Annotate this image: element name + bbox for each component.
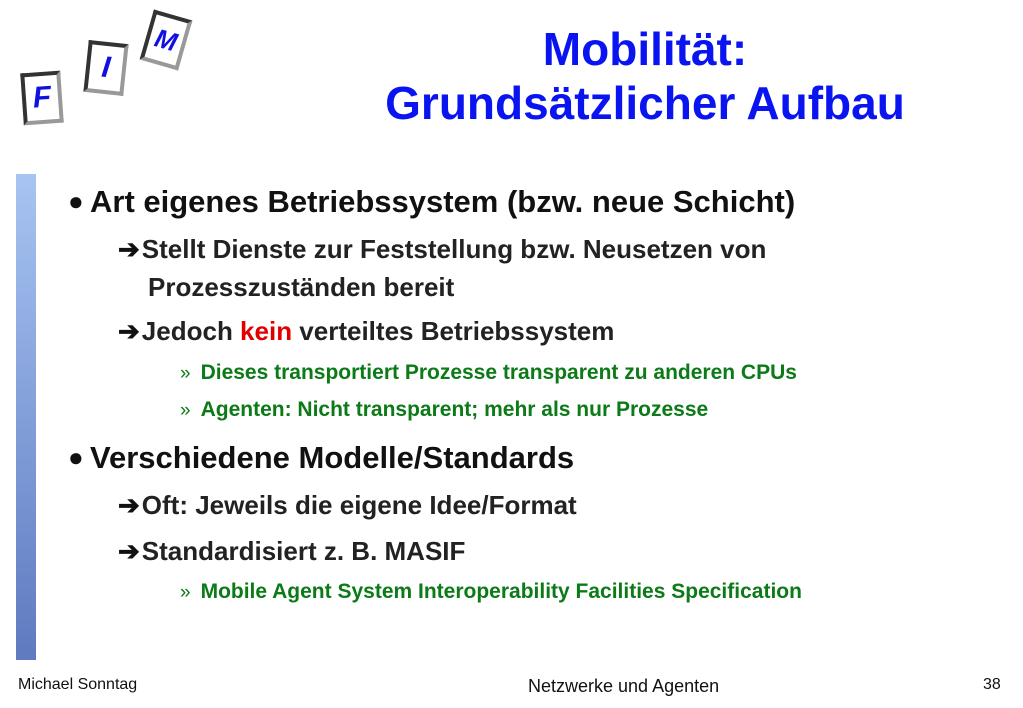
bullet-dot-icon: ● xyxy=(68,186,84,216)
arrow-icon: ➔ xyxy=(118,316,140,346)
sub-1-1-continued xyxy=(148,272,454,303)
title-line-1: Mobilität: xyxy=(542,23,748,75)
arrow-icon: ➔ xyxy=(118,234,140,264)
sub-1-1 xyxy=(118,234,766,265)
arrow-icon: ➔ xyxy=(118,536,140,566)
logo-letter-i: I xyxy=(100,50,112,85)
sub-2-2-text: Standardisiert z. B. MASIF xyxy=(141,536,466,566)
sub-2-1 xyxy=(118,490,577,521)
arrow-icon: ➔ xyxy=(118,490,140,520)
sub-1-2-before: Jedoch xyxy=(141,316,241,346)
footer-author: Michael Sonntag xyxy=(18,676,138,693)
bullet-dot-icon: ● xyxy=(68,442,84,472)
bullet-2 xyxy=(68,440,574,476)
sub-1-1-line2: Prozesszuständen bereit xyxy=(148,272,455,302)
logo-tile-m xyxy=(140,9,193,70)
slide-title xyxy=(300,22,990,130)
subsub-2-1-text: Mobile Agent System Interoperability Facilities Specification xyxy=(200,580,802,603)
subsub-marker-icon: » xyxy=(180,400,191,421)
logo-letter-m: M xyxy=(151,22,181,57)
sub-2-2 xyxy=(118,536,465,567)
bullet-1 xyxy=(68,184,795,220)
footer-page-number: 38 xyxy=(983,676,1001,693)
logo-tile-f xyxy=(20,71,64,126)
subsub-1-2-text: Agenten: Nicht transparent; mehr als nur Prozesse xyxy=(200,398,709,421)
bullet-1-text: Art eigenes Betriebssystem (bzw. neue Schicht) xyxy=(90,184,796,219)
subsub-1-1 xyxy=(180,361,797,385)
subsub-1-2 xyxy=(180,398,708,422)
sub-1-2-highlight: kein xyxy=(240,316,293,346)
footer-course: Netzwerke und Agenten xyxy=(528,676,720,696)
subsub-marker-icon: » xyxy=(180,582,191,603)
logo-letter-f: F xyxy=(31,80,53,115)
sub-2-1-text: Oft: Jeweils die eigene Idee/Format xyxy=(141,490,577,520)
subsub-1-1-text: Dieses transportiert Prozesse transparent zu anderen CPUs xyxy=(200,361,797,384)
logo-tile-i xyxy=(83,40,128,96)
side-accent-bar xyxy=(16,174,36,660)
sub-1-2-after: verteiltes Betriebssystem xyxy=(292,316,615,346)
subsub-marker-icon: » xyxy=(180,363,191,384)
sub-1-2 xyxy=(118,316,614,347)
title-line-2: Grundsätzlicher Aufbau xyxy=(385,77,905,129)
subsub-2-1 xyxy=(180,580,802,604)
sub-1-1-line1: Stellt Dienste zur Feststellung bzw. Neusetzen von xyxy=(141,234,767,264)
bullet-2-text: Verschiedene Modelle/Standards xyxy=(90,440,575,475)
